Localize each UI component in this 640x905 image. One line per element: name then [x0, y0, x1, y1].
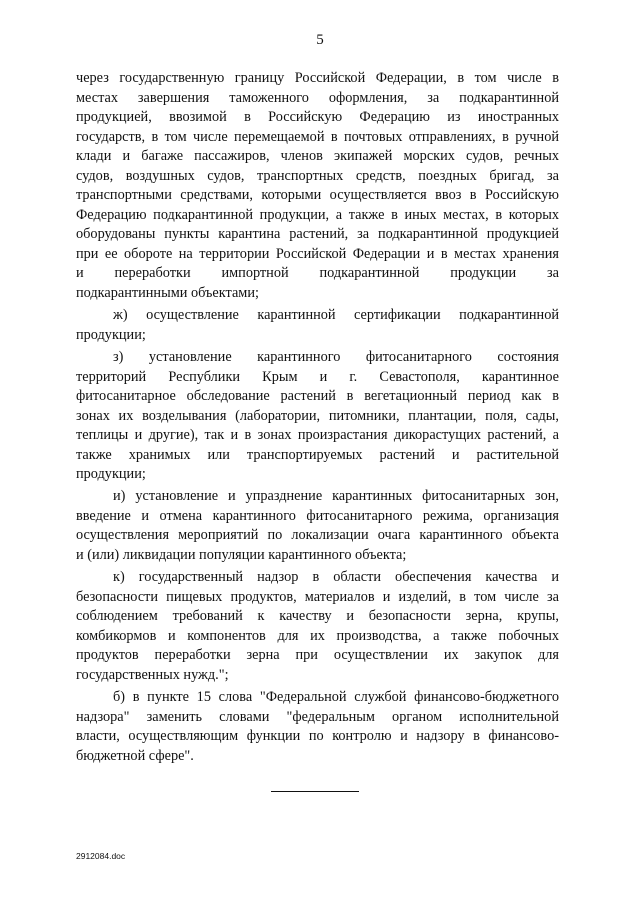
text-line: подкарантинными объектами;: [76, 285, 259, 301]
text-line: осуществления мероприятий по локализации очага карантинного объекта: [76, 527, 559, 543]
text-line: фитосанитарное обследование растений в вегетационный период как в: [76, 388, 559, 404]
text-line: теплицы и другие), так и в зонах произрастания дикорастущих растений, а: [76, 427, 559, 443]
text-line: также хранимых или транспортируемых растений и растительной: [76, 447, 559, 463]
text-line: судов, воздушных судов, транспортных средств, поездных бригад, за: [76, 168, 559, 184]
text-line: к) государственный надзор в области обеспечения качества и: [113, 569, 559, 585]
text-line: надзора" заменить словами "федеральным органом исполнительной: [76, 709, 559, 725]
text-line: государств, в том числе перемещаемой в почтовых отправлениях, в ручной: [76, 129, 559, 145]
text-line: клади и багаже пассажиров, членов экипажей морских судов, речных: [76, 148, 559, 164]
page-number: 5: [316, 32, 324, 48]
text-line: через государственную границу Российской Федерации, в том числе в: [76, 70, 559, 86]
text-line: и переработки импортной подкарантинной продукции за: [76, 265, 559, 281]
document-filename: 2912084.doc: [76, 851, 126, 861]
text-line: ж) осуществление карантинной сертификации подкарантинной: [113, 307, 559, 323]
text-line: власти, осуществляющим функции по контролю и надзору в финансово-: [76, 728, 559, 744]
text-line: соблюдением требований к качеству и безопасности зерна, крупы,: [76, 608, 559, 624]
text-line: продукции;: [76, 327, 146, 343]
text-line: оборудованы пункты карантина растений, за подкарантинной продукцией: [76, 226, 559, 242]
text-line: продукцией, ввозимой в Российскую Федерацию из иностранных: [76, 109, 559, 125]
text-line: продукции;: [76, 466, 146, 482]
text-line: государственных нужд.";: [76, 667, 229, 683]
text-line: территорий Республики Крым и г. Севастополя, карантинное: [76, 369, 559, 385]
text-line: безопасности пищевых продуктов, материалов и изделий, в том числе за: [76, 589, 559, 605]
text-line: и) установление и упразднение карантинных фитосанитарных зон,: [113, 488, 559, 504]
text-line: введение и отмена карантинного фитосанитарного режима, организация: [76, 508, 559, 524]
text-line: продуктов переработки зерна при осуществлении их закупок для: [76, 647, 559, 663]
text-line: Федерацию подкарантинной продукции, а также в иных местах, в которых: [76, 207, 559, 223]
text-line: местах завершения таможенного оформления, за подкарантинной: [76, 90, 559, 106]
text-line: б) в пункте 15 слова "Федеральной службой финансово-бюджетного: [113, 689, 559, 705]
text-line: зонах их возделывания (лаборатории, питомники, плантации, поля, сады,: [76, 408, 559, 424]
text-line: з) установление карантинного фитосанитарного состояния: [113, 349, 559, 365]
text-line: бюджетной сфере".: [76, 748, 194, 764]
text-line: комбикормов и компонентов для их производства, а также побочных: [76, 628, 559, 644]
text-line: и (или) ликвидации популяции карантинного объекта;: [76, 547, 407, 563]
end-divider: [271, 791, 359, 792]
text-line: при ее обороте на территории Российской Федерации и в местах хранения: [76, 246, 559, 262]
text-line: транспортными средствами, которыми осуществляется ввоз в Российскую: [76, 187, 559, 203]
